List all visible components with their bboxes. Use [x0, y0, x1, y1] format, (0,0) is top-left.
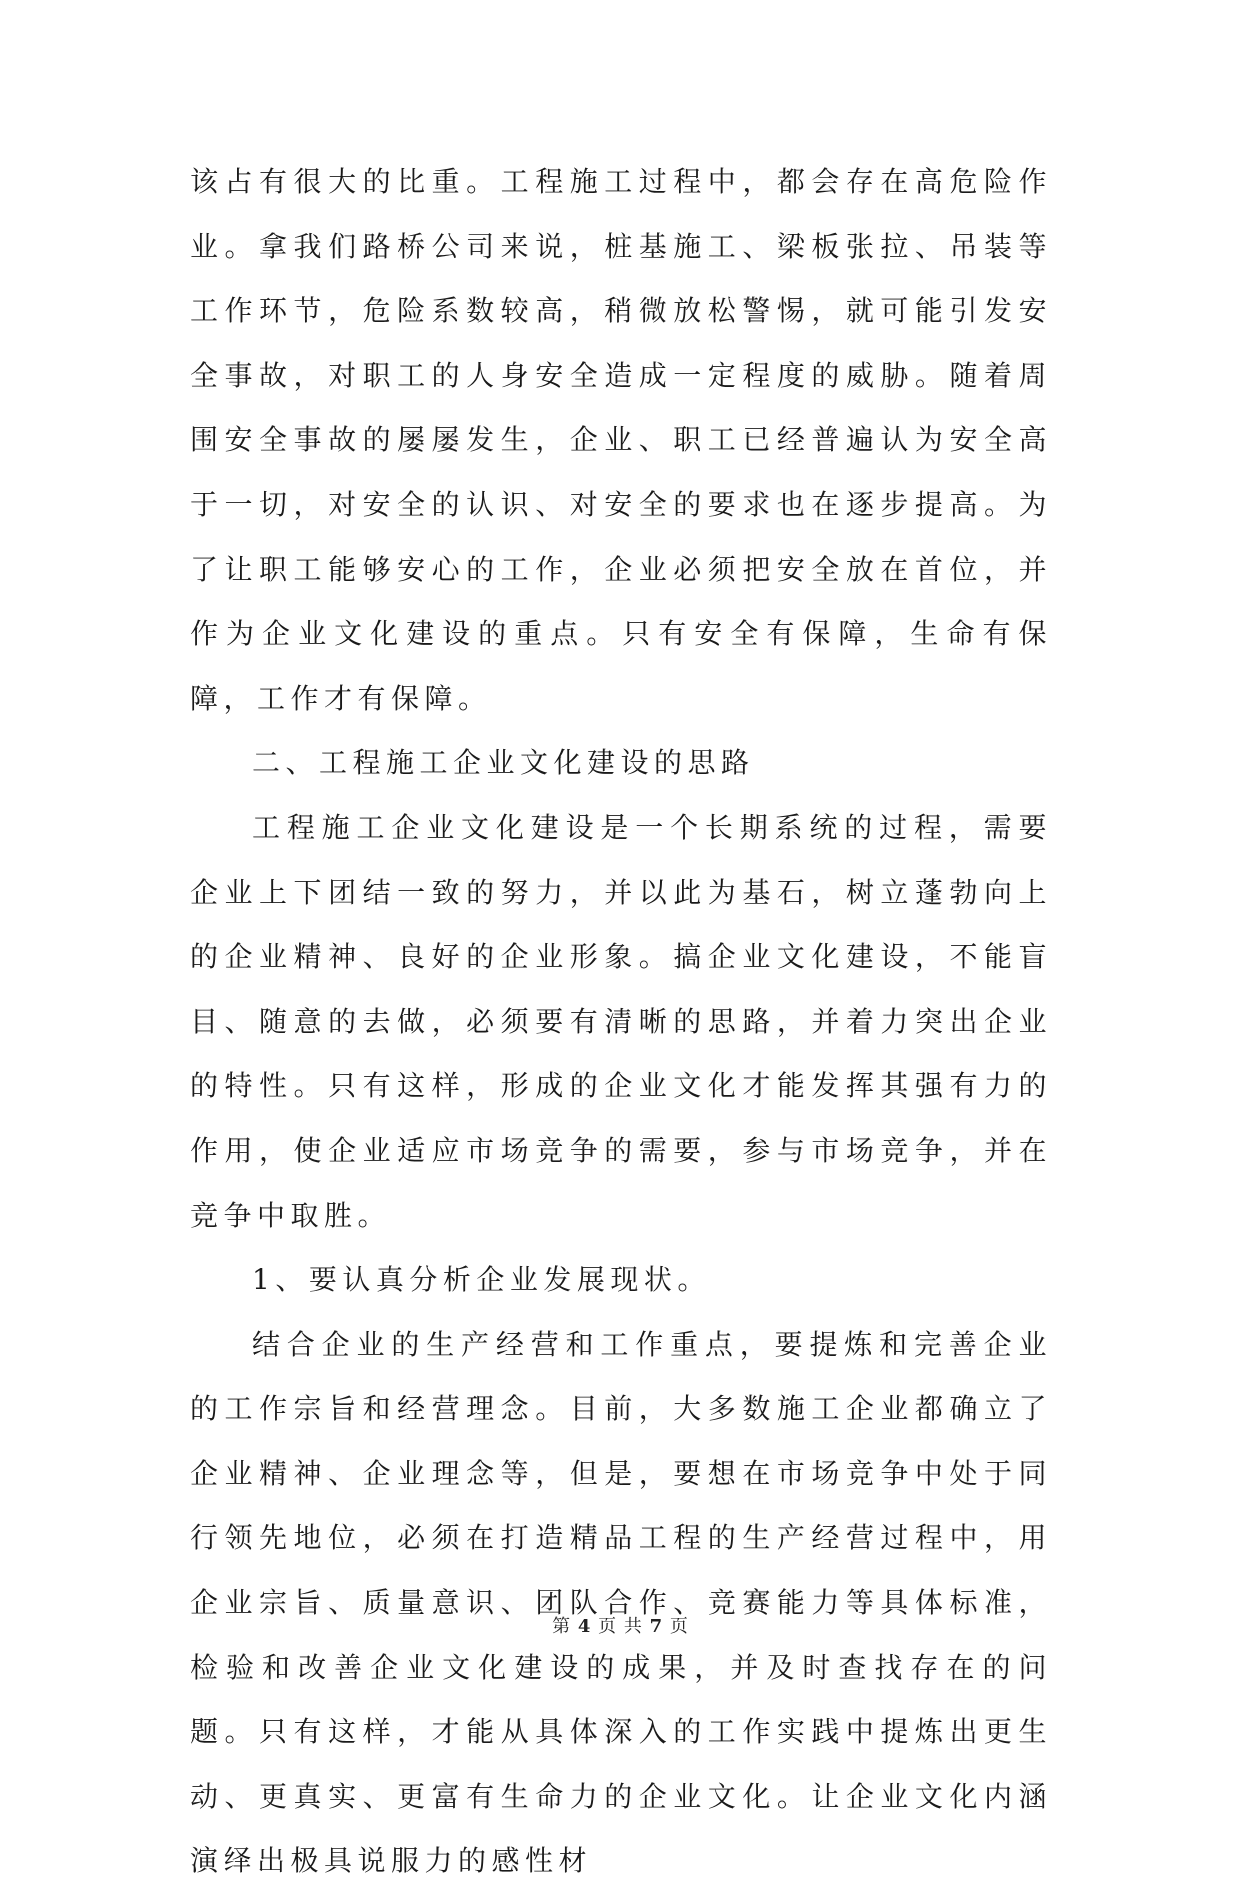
- current-page-number: 4: [577, 1616, 592, 1637]
- page-footer: [0, 1612, 1241, 1638]
- footer-prefix: 第: [552, 1616, 572, 1637]
- section-heading: 二、工程施工企业文化建设的思路: [252, 746, 755, 780]
- paragraph: 该占有很大的比重。工程施工过程中，都会存在高危险作业。拿我们路桥公司来说，桩基施工、梁板张拉、吊装等工作环节，危险系数较高，稍微放松警惕，就可能引发安全事故，对职工的人身安全造成一定程度的威胁。随着周围安全事故的屡屡发生，企业、职工已经普遍认为安全高于一切，对安全的认识、对安全的要求也在逐步提高。为了让职工能够安心的工作，企业必须把安全放在首位，并作为企业文化建设的重点。只有安全有保障，生命有保障，工作才有保障。: [190, 165, 1052, 715]
- footer-middle: 页 共: [598, 1616, 643, 1637]
- subsection-heading: 1、要认真分析企业发展现状。: [252, 1263, 711, 1297]
- paragraph: 工程施工企业文化建设是一个长期系统的过程，需要企业上下团结一致的努力，并以此为基石，树立蓬勃向上的企业精神、良好的企业形象。搞企业文化建设，不能盲目、随意的去做，必须要有清晰的思路，并着力突出企业的特性。只有这样，形成的企业文化才能发挥其强有力的作用，使企业适应市场竞争的需要，参与市场竞争，并在竞争中取胜。: [190, 810, 1052, 1232]
- total-page-count: 7: [649, 1616, 664, 1637]
- paragraph: 结合企业的生产经营和工作重点，要提炼和完善企业的工作宗旨和经营理念。目前，大多数施工企业都确立了企业精神、企业理念等，但是，要想在市场竞争中处于同行领先地位，必须在打造精品工程的生产经营过程中，用企业宗旨、质量意识、团队合作、竞赛能力等具体标准，检验和改善企业文化建设的成果，并及时查找存在的问题。只有这样，才能从具体深入的工作实践中提炼出更生动、更真实、更富有生命力的企业文化。让企业文化内涵演绎出极具说服力的感性材: [190, 1327, 1052, 1878]
- footer-suffix: 页: [669, 1616, 689, 1637]
